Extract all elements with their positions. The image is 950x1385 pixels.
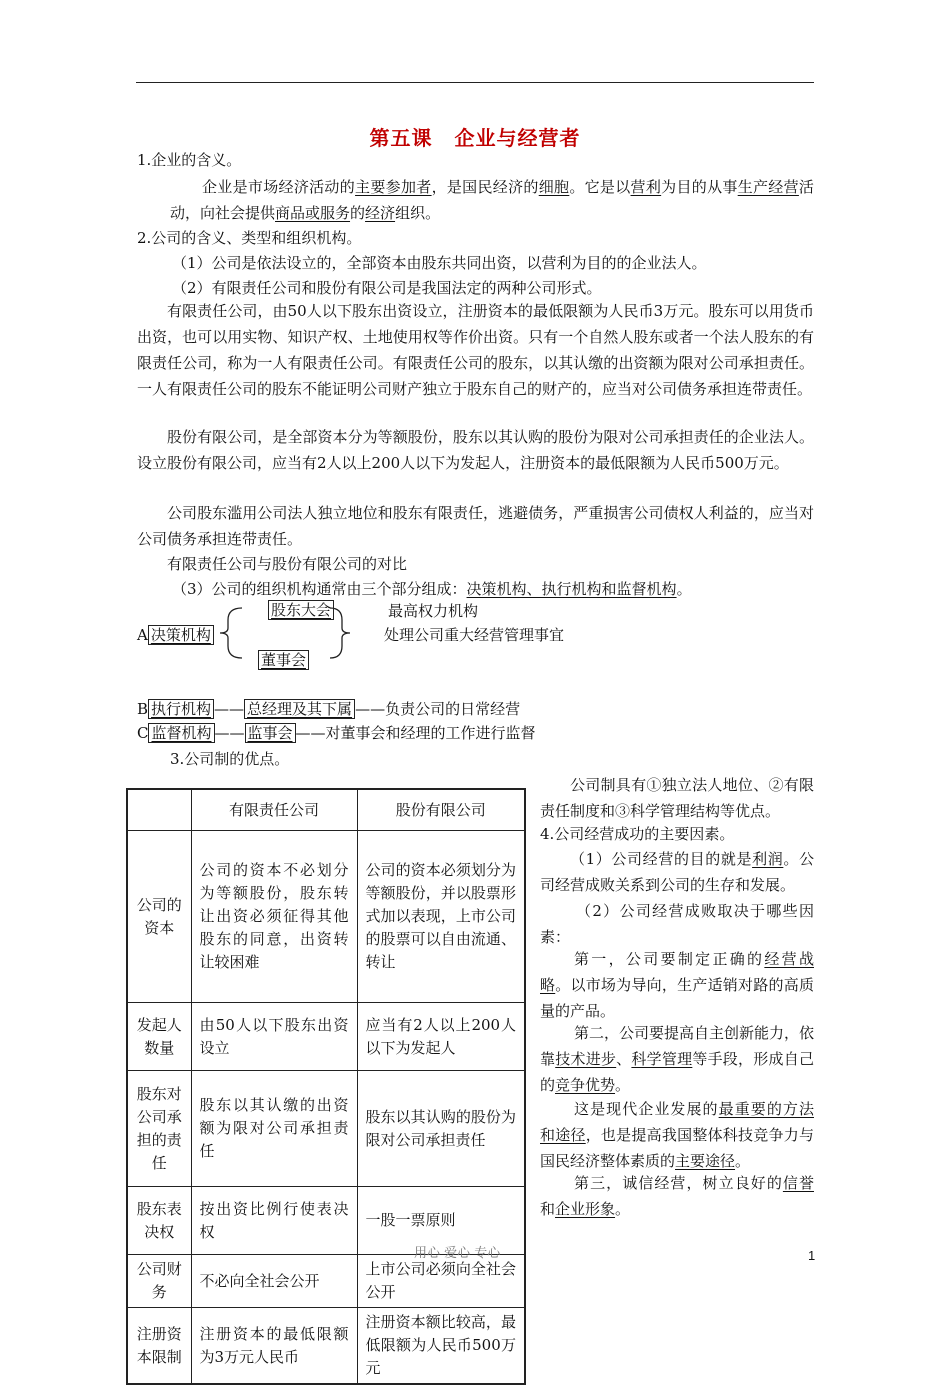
section-1-heading: 1.企业的含义。 xyxy=(137,151,242,169)
right-second: 第二，公司要提高自主创新能力，依靠技术进步、科学管理等手段，形成自己的竞争优势。 xyxy=(540,1024,815,1094)
watermark: 用心 爱心 专心 xyxy=(414,1246,501,1261)
right-advantages: 公司制具有①独立法人地位、②有限责任制度和③科学管理结构等优点。 xyxy=(540,776,814,820)
page-title xyxy=(0,122,950,151)
cell-llc: 按出资比例行使表决权 xyxy=(191,1187,357,1255)
section-2-item-3: （3）公司的组织机构通常由三个部分组成：决策机构、执行机构和监督机构。 xyxy=(172,580,692,598)
section-4-heading: 4.公司经营成功的主要因素。 xyxy=(540,825,735,843)
liability-paragraph: 公司股东滥用公司法人独立地位和股东有限责任，逃避债务，严重损害公司债权人利益的，应当对公司债务承担连带责任。 xyxy=(137,504,814,548)
right-importance: 这是现代企业发展的最重要的方法和途径，也是提高我国整体科技竞争力与国民经济整体素质的主要途径。 xyxy=(540,1100,814,1170)
page-number: 1 xyxy=(808,1248,816,1263)
comparison-caption: 有限责任公司与股份有限公司的对比 xyxy=(167,555,408,573)
cell-jsc: 应当有2人以上200人以下为发起人 xyxy=(357,1003,525,1071)
left-brace-icon xyxy=(216,606,246,660)
org-executive-body: B 执行机构 —— 总经理及其下属 ——负责公司的日常经营 xyxy=(137,700,521,718)
comparison-table xyxy=(126,788,526,1385)
header-rule xyxy=(136,82,814,83)
section-2-heading: 2.公司的含义、类型和组织机构。 xyxy=(137,229,362,247)
title-topic: 企业与经营者 xyxy=(454,126,581,150)
joint-stock-paragraph: 股份有限公司，是全部资本分为等额股份，股东以其认购的股份为限对公司承担责任的企业法人。设立股份有限公司，应当有2人以上200人以下为发起人，注册资本的最低限额为人民币500万元。 xyxy=(137,428,814,472)
table-row xyxy=(127,1071,525,1187)
table-corner xyxy=(127,789,191,831)
row-header: 股东对公司承担的责任 xyxy=(127,1071,191,1187)
cell-llc: 不必向全社会公开 xyxy=(191,1255,357,1308)
right-first: 第一，公司要制定正确的经营战略。以市场为导向，生产适销对路的高质量的产品。 xyxy=(540,950,814,1020)
org-shareholders-desc: 最高权力机构 xyxy=(388,602,479,620)
org-board-of-directors: 董事会 xyxy=(258,649,309,671)
right-purpose: （1）公司经营的目的就是利润。公司经营成败关系到公司的生存和发展。 xyxy=(540,850,814,894)
right-brace-icon xyxy=(328,606,354,660)
cell-llc: 股东以其认缴的出资额为限对公司承担责任 xyxy=(191,1071,357,1187)
org-board-desc: 处理公司重大经营管理事宜 xyxy=(384,626,565,644)
section-3-heading: 3.公司制的优点。 xyxy=(170,750,290,768)
llc-paragraph: 有限责任公司，由50人以下股东出资设立，注册资本的最低限额为人民币3万元。股东可以用货币出资，也可以用实物、知识产权、土地使用权等作价出资。只有一个自然人股东或者一个法人股东的有限责任公司，称为一人有限责任公司。有限责任公司的股东，以其认缴的出资额为限对公司承担责任。一人有限责任公司的股东不能证明公司财产独立于股东自己的财产的，应当对公司债务承担连带责任。 xyxy=(137,302,814,398)
cell-jsc: 注册资本额比较高，最低限额为人民币500万元 xyxy=(357,1308,525,1385)
cell-llc: 公司的资本不必划分为等额股份，股东转让出资必须征得其他股东的同意，出资转让较困难 xyxy=(191,831,357,1003)
table-header-row xyxy=(127,789,525,831)
title-lesson: 第五课 xyxy=(369,126,433,150)
org-shareholders-meeting: 股东大会 xyxy=(268,599,334,621)
cell-llc: 由50人以下股东出资设立 xyxy=(191,1003,357,1071)
org-decision-body: A 决策机构 xyxy=(137,624,214,646)
section-2-item-1: （1）公司是依法设立的，全部资本由股东共同出资，以营利为目的的企业法人。 xyxy=(172,254,707,272)
row-header: 公司财务 xyxy=(127,1255,191,1308)
table-header-jsc: 股份有限公司 xyxy=(357,789,525,831)
cell-jsc: 一股一票原则 xyxy=(357,1187,525,1255)
right-factors: （2）公司经营成败取决于哪些因素： xyxy=(540,902,814,946)
right-third: 第三，诚信经营，树立良好的信誉和企业形象。 xyxy=(540,1174,814,1218)
org-supervisory-body: C 监督机构 —— 监事会 ——对董事会和经理的工作进行监督 xyxy=(137,724,536,742)
cell-jsc: 股东以其认购的股份为限对公司承担责任 xyxy=(357,1071,525,1187)
cell-jsc: 上市公司必须向全社会公开 xyxy=(357,1255,525,1308)
table-row xyxy=(127,1308,525,1385)
row-header: 公司的资本 xyxy=(127,831,191,1003)
cell-jsc: 公司的资本必须划分为等额股份，并以股票形式加以表现，上市公司的股票可以自由流通、转让 xyxy=(357,831,525,1003)
section-2-item-2: （2）有限责任公司和股份有限公司是我国法定的两种公司形式。 xyxy=(172,279,602,297)
table-row xyxy=(127,1003,525,1071)
row-header: 发起人数量 xyxy=(127,1003,191,1071)
row-header: 股东表决权 xyxy=(127,1187,191,1255)
cell-llc: 注册资本的最低限额为3万元人民币 xyxy=(191,1308,357,1385)
table-header-llc: 有限责任公司 xyxy=(191,789,357,831)
table-row xyxy=(127,1255,525,1308)
section-1-paragraph: 企业是市场经济活动的主要参加者，是国民经济的细胞。它是以营利为目的从事生产经营活动，向社会提供商品或服务的经济组织。 xyxy=(170,178,814,222)
table-row xyxy=(127,831,525,1003)
row-header: 注册资本限制 xyxy=(127,1308,191,1385)
